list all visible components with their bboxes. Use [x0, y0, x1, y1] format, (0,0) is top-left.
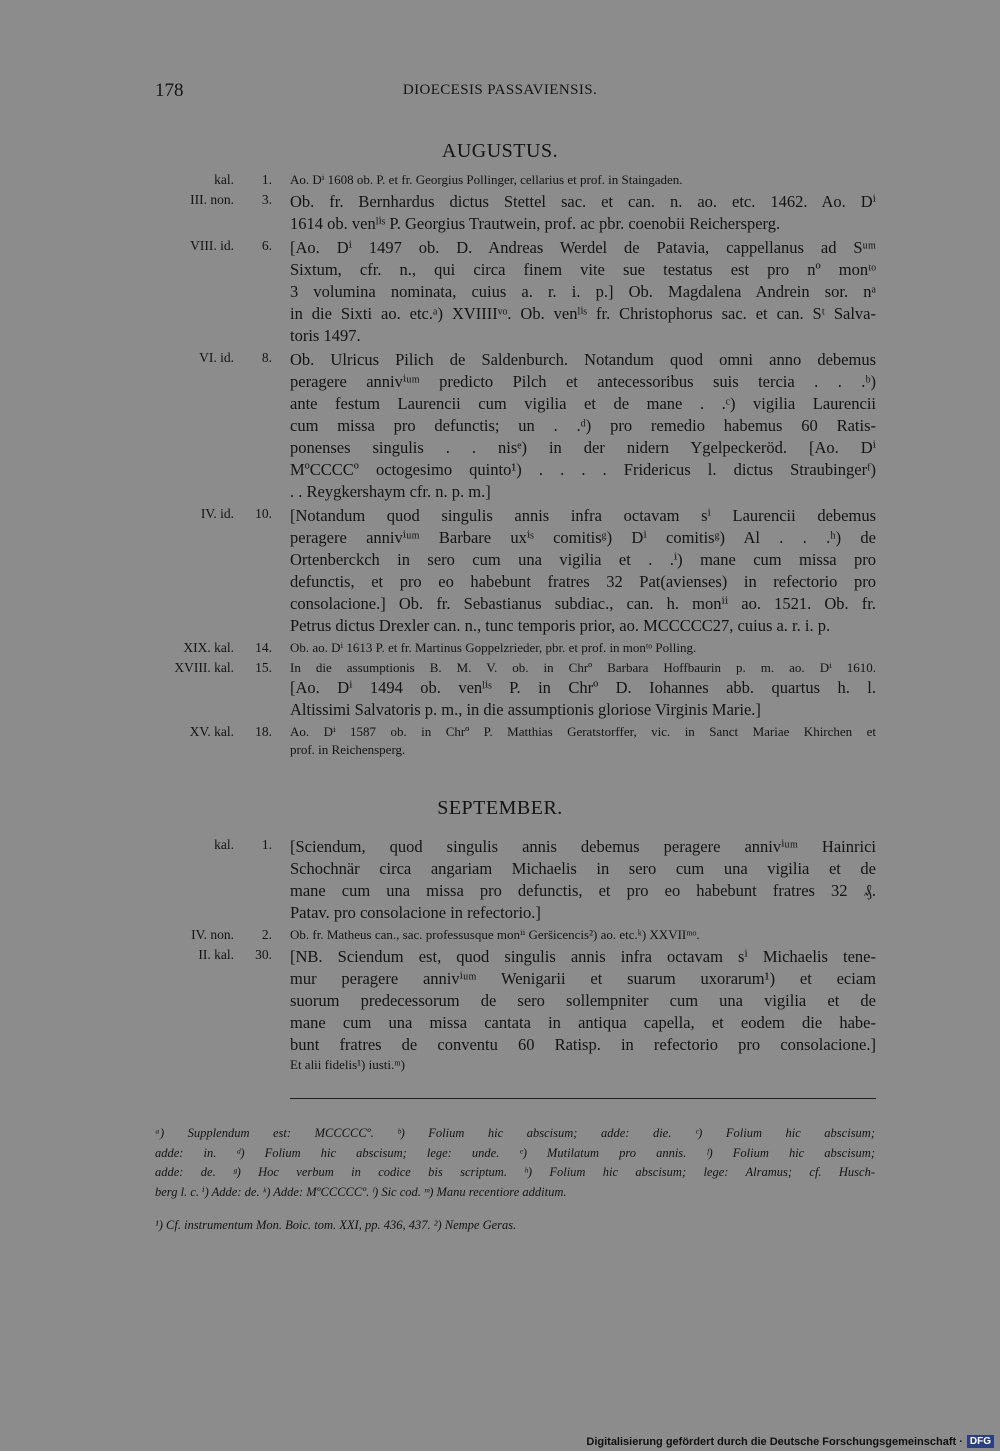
entry-line: suorum predecessorum de sero sollempniter cum una vigilia et de — [290, 991, 876, 1010]
entry-text — [290, 349, 876, 503]
entry-line: [Notandum quod singulis annis infra octavam sⁱ Laurencii debemus — [290, 506, 876, 525]
footnote-line: adde: in. ᵈ) Folium hic abscisum; lege: unde. ᵉ) Mutilatum pro annis. ᶠ) Folium hic abscisum; — [155, 1145, 875, 1160]
entry-date: XV. kal. — [189, 724, 234, 739]
entry-text — [290, 639, 876, 657]
month-heading-augustus: AUGUSTUS. — [441, 140, 559, 162]
entry-line: 1614 ob. venˡⁱˢ P. Georgius Trautwein, prof. ac pbr. coenobii Reichersperg. — [290, 214, 781, 233]
entry-line: [NB. Sciendum est, quod singulis annis infra octavam sⁱ Michaelis tene- — [290, 947, 876, 966]
entry-line: bunt fratres de conventu 60 Ratisp. in refectorio pro consolacione.] — [290, 1035, 876, 1054]
entry-date: VIII. id. — [190, 238, 234, 253]
calendar-entry — [0, 926, 1000, 944]
entry-date: IV. non. — [191, 927, 234, 942]
entry-line: Patav. pro consolacione in refectorio.] — [290, 903, 541, 922]
calendar-entry — [0, 946, 1000, 1074]
editorial-footnotes — [155, 1124, 875, 1202]
calendar-entry — [0, 505, 1000, 637]
entry-line: Ob. ao. Dⁱ 1613 P. et fr. Martinus Goppelzrieder, pbr. et prof. in monᵗᵒ Polling. — [290, 640, 697, 655]
source-footnotes — [155, 1216, 875, 1236]
entry-text — [290, 237, 876, 347]
calendar-entry — [0, 723, 1000, 759]
entry-date: kal. — [214, 172, 234, 187]
calendar-entry — [0, 349, 1000, 503]
entry-text — [290, 191, 876, 235]
entry-text — [290, 926, 876, 944]
entry-line: ponenses singulis . . nisᵉ) in der nidern Ygelpeckeröd. [Ao. Dⁱ — [290, 438, 876, 457]
entry-day-number: 14. — [255, 640, 272, 655]
entry-line: consolacione.] Ob. fr. Sebastianus subdiac., can. h. monⁱⁱ ao. 1521. Ob. fr. — [290, 594, 876, 613]
entry-line: in die Sixti ao. etc.ᵃ) XVIIIIᵛᵒ. Ob. venˡⁱˢ fr. Christophorus sac. et can. Sᵗ Salva- — [290, 304, 876, 323]
entry-day-number: 2. — [261, 927, 272, 942]
entry-date: kal. — [214, 837, 234, 852]
entry-day-number: 1. — [261, 172, 272, 187]
calendar-entry — [0, 171, 1000, 189]
entry-text — [290, 946, 876, 1074]
entry-day-number: 8. — [261, 350, 272, 365]
entry-text — [290, 171, 876, 189]
entry-line: [Ao. Dⁱ 1494 ob. venˡⁱˢ P. in Chrº D. Iohannes abb. quartus h. l. — [290, 678, 876, 697]
calendar-entry — [0, 237, 1000, 347]
footnote-line: ᵃ) Supplendum est: MCCCCCº. ᵇ) Folium hic abscisum; adde: die. ᶜ) Folium hic abscisum; — [155, 1126, 875, 1140]
entry-day-number: 3. — [261, 192, 272, 207]
entry-line: Ob. fr. Bernhardus dictus Stettel sac. et can. n. ao. etc. 1462. Ao. Dⁱ — [290, 192, 876, 211]
dfg-logo-icon: DFG — [967, 1435, 994, 1448]
footnote-line: ¹) Cf. instrumentum Mon. Boic. tom. XXI, pp. 436, 437. ²) Nempe Geras. — [155, 1218, 517, 1232]
calendar-entry — [0, 191, 1000, 235]
entry-line: 3 volumina nominata, cuius a. r. i. p.] Ob. Magdalena Andrein sor. nᵃ — [290, 282, 876, 301]
calendar-entry — [0, 836, 1000, 924]
entry-line: cum missa pro defunctis; un . .ᵈ) pro remedio habemus 60 Ratis- — [290, 416, 876, 435]
entry-line: peragere annivⁱᵘᵐ predicto Pilch et antecessoribus suis tercia . . .ᵇ) — [290, 372, 876, 391]
entry-line: Ob. Ulricus Pilich de Saldenburch. Notandum quod omni anno debemus — [290, 350, 876, 369]
entry-line: Ob. fr. Matheus can., sac. professusque monⁱⁱ Geršicencis²) ao. etc.ᵏ) XXVIIᵐᵒ. — [290, 927, 700, 942]
entry-line: mane cum una missa pro defunctis, et pro eo habebunt fratres 32 ₰. — [290, 881, 876, 900]
month-heading-september: SEPTEMBER. — [437, 797, 563, 819]
entry-line: ante festum Laurencii cum vigilia et de mane . .ᶜ) vigilia Laurencii — [290, 394, 876, 413]
entry-date: IV. id. — [200, 506, 234, 521]
entry-line: prof. in Reichensperg. — [290, 742, 406, 757]
entry-line: Sixtum, cfr. n., qui circa finem vite sue testatus est pro nº monᵗᵒ — [290, 260, 876, 279]
entry-line: Et alii fidelis¹) iusti.ᵐ) — [290, 1057, 405, 1072]
entry-line: Ao. Dⁱ 1587 ob. in Chrº P. Matthias Geratstorffer, vic. in Sanct Mariae Khirchen et — [290, 724, 876, 739]
entry-text — [290, 836, 876, 924]
calendar-entry — [0, 639, 1000, 657]
page-number: 178 — [155, 80, 184, 101]
entry-day-number: 6. — [261, 238, 272, 253]
entry-day-number: 18. — [255, 724, 272, 739]
entry-date: VI. id. — [199, 350, 234, 365]
entry-day-number: 10. — [255, 506, 272, 521]
page-header — [0, 78, 1000, 104]
entry-line: mur peragere annivⁱᵘᵐ Wenigarii et suarum uxorarum¹) et eciam — [290, 969, 876, 988]
footnote-line: berg l. c. ⁱ) Adde: de. ᵏ) Adde: MºCCCCCº. ˡ) Sic cod. ᵐ) Manu recentiore additum. — [155, 1184, 567, 1199]
entry-date: XIX. kal. — [183, 640, 234, 655]
entry-text — [290, 659, 876, 721]
entry-line: Petrus dictus Drexler can. n., tunc temporis prior, ao. MCCCCC27, cuius a. r. i. p. — [290, 616, 831, 635]
footnote-divider — [290, 1098, 876, 1099]
entry-line: mane cum una missa cantata in antiqua capella, et eodem die habe- — [290, 1013, 876, 1032]
entry-date: XVIII. kal. — [174, 660, 234, 675]
entry-line: [Ao. Dⁱ 1497 ob. D. Andreas Werdel de Patavia, cappellanus ad Sᵘᵐ — [290, 238, 876, 257]
entry-day-number: 1. — [261, 837, 272, 852]
entry-day-number: 15. — [255, 660, 272, 675]
entry-line: MºCCCCº octogesimo quinto¹) . . . . Fridericus l. dictus Straubingerᶠ) — [290, 460, 876, 479]
entry-line: peragere annivⁱᵘᵐ Barbare uxⁱˢ comitisᵍ) Dⁱ comitisᵍ) Al . . .ʰ) de — [290, 528, 876, 547]
banner-text: Digitalisierung gefördert durch die Deutsche Forschungsgemeinschaft · — [586, 1435, 963, 1448]
entry-line: defunctis, et pro eo habebunt fratres 32 Pat(avienses) in refectorio pro — [290, 572, 876, 591]
entry-line: . . Reygkershaym cfr. n. p. m.] — [290, 482, 491, 501]
augustus-entries — [0, 171, 1000, 761]
entry-line: Ao. Dⁱ 1608 ob. P. et fr. Georgius Pollinger, cellarius et prof. in Staingaden. — [290, 172, 683, 187]
entry-text — [290, 723, 876, 759]
entry-line: toris 1497. — [290, 326, 361, 345]
calendar-entry — [0, 659, 1000, 721]
entry-line: Schochnär circa angariam Michaelis in sero cum una vigilia et de — [290, 859, 876, 878]
entry-line: Altissimi Salvatoris p. m., in die assumptionis gloriose Virginis Marie.] — [290, 700, 761, 719]
running-title: DIOECESIS PASSAVIENSIS. — [402, 82, 598, 98]
entry-date: III. non. — [190, 192, 234, 207]
september-entries — [0, 836, 1000, 1076]
entry-line: [Sciendum, quod singulis annis debemus peragere annivⁱᵘᵐ Hainrici — [290, 837, 876, 856]
footnote-line: adde: de. ᵍ) Hoc verbum in codice bis scriptum. ʰ) Folium hic abscisum; lege: Alramus; cf. Husch- — [155, 1165, 875, 1179]
entry-date: II. kal. — [198, 947, 234, 962]
digitization-banner — [586, 1435, 994, 1448]
entry-text — [290, 505, 876, 637]
entry-line: In die assumptionis B. M. V. ob. in Chrº Barbara Hoffbaurin p. m. ao. Dⁱ 1610. — [290, 660, 876, 675]
entry-line: Ortenberckch in sero cum una vigilia et . .ⁱ) mane cum missa pro — [290, 550, 876, 569]
entry-day-number: 30. — [255, 947, 272, 962]
